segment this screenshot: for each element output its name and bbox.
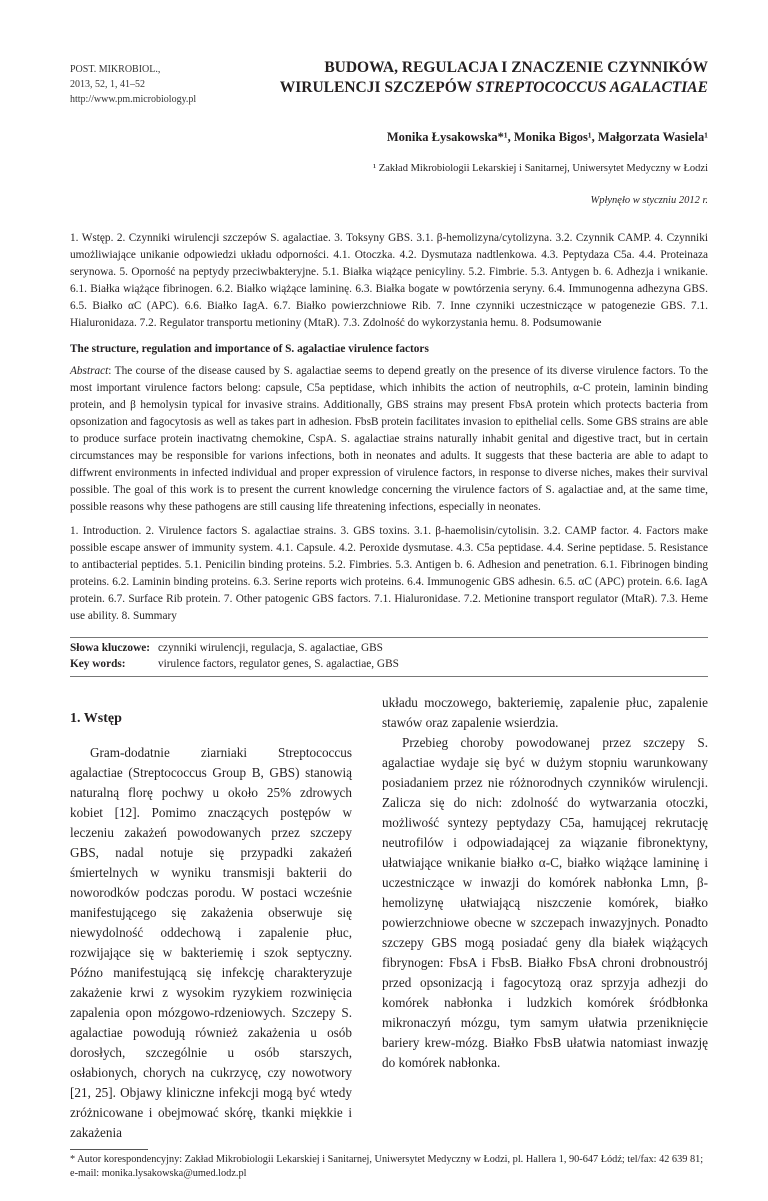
journal-citation [70, 58, 196, 107]
affiliation: ¹ Zakład Mikrobiologii Lekarskiej i Sanitarnej, Uniwersytet Medyczny w Łodzi [373, 163, 708, 174]
keywords-en [70, 657, 708, 673]
section-heading: 1. Wstęp [70, 711, 122, 726]
body-column-right [382, 693, 708, 1073]
abstract [70, 363, 708, 516]
keywords-pl-label: Słowa kluczowe: [70, 642, 151, 654]
journal-name: POST. MIKROBIOL., [70, 64, 161, 75]
body-columns [70, 693, 708, 1143]
title-line-2 [216, 78, 708, 98]
abstract-label: Abstract [70, 365, 109, 377]
body-paragraph: Przebieg choroby powodowanej przez szczepy S. agalactiae wydaje się być w dużym stopniu warunkowany posiadaniem przez nie różnorodnych czynników wirulencji. Zalicza się do nich: zdolność do wytwarzania otoczki, możliwość syntezy peptydazy C5a, hamującej rekrutację neutrofilów i odpowiadającej za wiązanie fibronektyny, ułatwiające wnikanie białko α-C, białko wiążące lamininę i uczestniczące w inwazji do komórek nabłonka Lmn, β-hemolizynę ułatwiającą niszczenie komórek, białko powierzchniowe obecne w szczepach inwazyjnych. Ponadto szczepy GBS mogą posiadać geny dla białek wiążących fibrynogen: FbsA i FbsB. Białko FbsA chroni drobnoustrój przed opsonizacją i fagocytozą oraz sprzyja adhezji do komórek nabłonka i ludzkich komórek śródbłonka mikronaczyń mózgu, tym samym ułatwia przeniknięcie bariery krew-mózg. Białko FbsB ułatwia natomiast inwazję do komórek nabłonka. [382, 735, 708, 1070]
journal-volume: 2013, 52, 1, 41–52 [70, 79, 145, 90]
body-column-left [70, 693, 352, 1143]
authors: Monika Łysakowska*¹, Monika Bigos¹, Małgorzata Wasiela¹ [386, 130, 708, 144]
title-line-1: BUDOWA, REGULACJA I ZNACZENIE CZYNNIKÓW [324, 59, 708, 76]
footnote: * Autor korespondencyjny: Zakład Mikrobiologii Lekarskiej i Sanitarnej, Uniwersytet Medyczny w Łodzi, pl. Hallera 1, 90-647 Łódź; tel/fax: 42 639 81; e-mail: monika.lysakowska@umed.lodz.pl [70, 1154, 704, 1179]
header [70, 58, 708, 107]
article-title [216, 58, 708, 98]
body-paragraph: układu moczowego, bakteriemię, zapalenie płuc, zapalenie stawów oraz zapalenie wsierdzia. [382, 695, 708, 730]
footnote-divider [70, 1149, 148, 1150]
table-of-contents-pl: 1. Wstęp. 2. Czynniki wirulencji szczepów S. agalactiae. 3. Toksyny GBS. 3.1. β-hemolizyna/cytolizyna. 3.2. Czynnik CAMP. 4. Czynniki umożliwiające unikanie odpowiedzi układu odporności. 4.1. Otoczka. 4.2. Dysmutaza nadtlenkowa. 4.3. Peptydaza C5a. 4.4. Proteinaza serynowa. 5. Oporność na peptydy przeciwbakteryjne. 5.1. Białka wiążące penicyliny. 5.2. Fimbrie. 5.3. Antygen b. 6. Adhezja i wnikanie. 6.1. Białka wiążące fibrinogen. 6.2. Białko wiążące lamininę. 6.3. Białka bogate w powtórzenia seryny. 6.4. Immunogenna adhezyna GBS. 6.5. Białko αC (APC). 6.6. Białko IagA. 6.7. Białko powierzchniowe Rib. 7. Inne czynniki uczestniczące w patogenezie GBS. 7.1. Hialuronidaza. 7.2. Regulator transportu metioniny (MtaR). 7.3. Zdolność do wykorzystania hemu. 8. Podsumowanie [70, 232, 708, 329]
received-date: Wpłynęło w styczniu 2012 r. [590, 195, 708, 206]
keywords-en-label: Key words: [70, 657, 126, 670]
keywords-en-value: virulence factors, regulator genes, S. agalactiae, GBS [158, 657, 399, 670]
keywords-box [70, 637, 708, 677]
body-paragraph: Gram-dodatnie ziarniaki Streptococcus agalactiae (Streptococcus Group B, GBS) stanowią naturalną florę pochwy u około 25% zdrowych kobiet [12]. Pomimo znaczących postępów w leczeniu zakażeń powodowanych przez szczepy GBS, nadal notuje się przypadki zakażeń śmiertelnych w wyniku transmisji bakterii do noworodków podczas porodu. W postaci wcześnie manifestującego się zakażenia obserwuje się niewydolność oddechową i zapalenie płuc, rozwijające się w bakteriemię i szok septyczny. Późno manifestującą się infekcję charakteryzuje zakażenie krwi z wysokim ryzykiem rozwinięcia zapalenia opon mózgowo-rdzeniowych. Szczepy S. agalactiae powodują również zakażenia u osób dorosłych, szczególnie u osób starszych, osłabionych, chorych na cukrzycę, czy nowotwory [21, 25]. Objawy kliniczne infekcji mogą być wtedy zróżnicowane i obejmować skórę, tkanki miękkie i zakażenia [70, 745, 352, 1140]
abstract-text: : The course of the disease caused by S. agalactiae seems to depend greatly on the presence of its diverse virulence factors. To the most important virulence factors belong: capsule, C5a peptidase, which inhibits the action of neutrophils, α-C protein, laminin binding protein, and β hemolysin typical for invasive strains. Additionally, GBS strains may present FbsA protein which protects bacteria from opsonization and fagocytosis as well as takes part in adhesion. FbsB protein facilitates invasion to epithelial cells. Some GBS strains are able to produce surface protein inactivatng chemokine, CspA. S. agalactiae strains naturally inhabit genital and digestive tract, but in certain circumstances may be responsible for varions infections, both in neonates and adults. It suggests that these bacteria are able to adapt to diffwrent environments in infected individual and proper expression of virulence factors, in response to diverse niches, makes their survival possible. The goal of this work is to present the current knowledge concerning the virulence factors of S. agalactiae and, at the same time, possible reasons why these pathogens are still causing life threatening infections, especially in neonates. [70, 365, 708, 513]
keywords-pl [70, 641, 708, 657]
title-species: STREPTOCOCCUS AGALACTIAE [475, 79, 708, 96]
title-text: WIRULENCJI SZCZEPÓW [279, 79, 476, 96]
journal-url[interactable]: http://www.pm.microbiology.pl [70, 94, 197, 105]
english-title: The structure, regulation and importance of S. agalactiae virulence factors [70, 343, 429, 355]
table-of-contents-en: 1. Introduction. 2. Virulence factors S. agalactiae strains. 3. GBS toxins. 3.1. β-haemolisin/cytolisin. 3.2. CAMP factor. 4. Factors make possible escape answer of immunity system. 4.1. Capsule. 4.2. Peroxide dysmutase. 4.3. C5a peptidase. 4.4. Serine peptidase. 5. Resistance to antibacterial peptides. 5.1. Penicilin binding proteins. 5.2. Fimbries. 5.3. Antigen b. 6. Adhesion and penetration. 6.1. Fibrinogen binding proteins. 6.2. Laminin binding proteins. 6.3. Serine reports wich proteins. 6.4. Immunogenic GBS adhesin. 6.5. αC (APC) protein. 6.6. IagA protein. 6.7. Surface Rib protein. 7. Other patogenic GBS factors. 7.1. Hialuronidase. 7.2. Metionine transport regulator (MtaR). 7.3. Heme use ability. 8. Summary [70, 525, 708, 622]
keywords-pl-value: czynniki wirulencji, regulacja, S. agalactiae, GBS [158, 642, 383, 654]
